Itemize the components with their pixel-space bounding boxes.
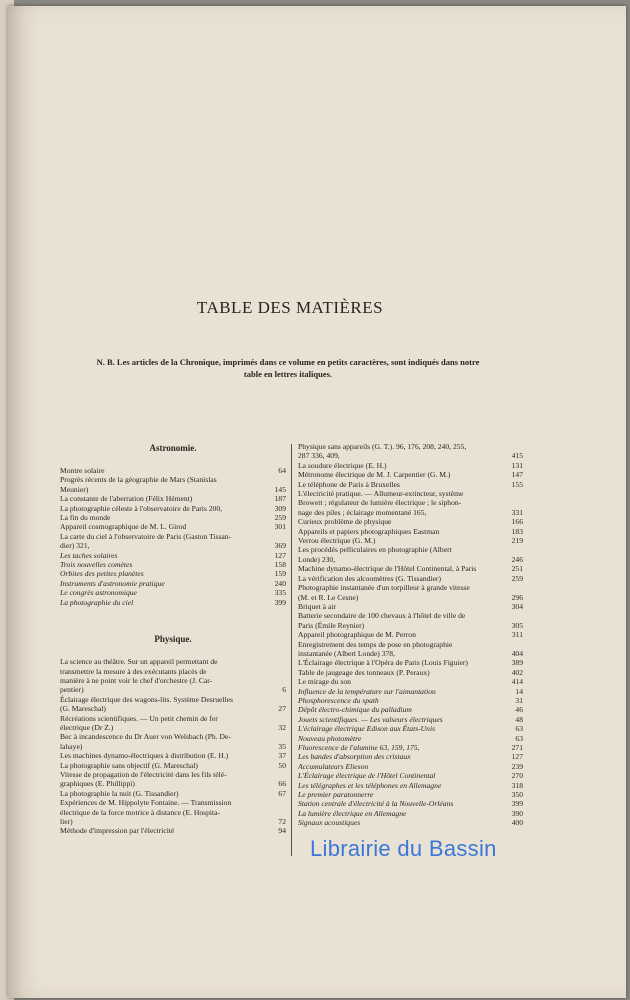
toc-entry (298, 480, 523, 489)
section-heading-physique: Physique. (154, 634, 192, 645)
toc-entry (298, 743, 523, 752)
entry-page-number: 159 (274, 569, 286, 579)
entry-title: manière à ne point voir le chef d'orchestre (J. Car- (60, 675, 213, 685)
left-column (60, 442, 286, 836)
toc-entry (298, 555, 523, 564)
entry-page-number: 415 (511, 451, 523, 461)
entry-title: Londe) 230, (298, 554, 336, 564)
entry-title: Orbites des petites planètes (60, 569, 144, 579)
entry-title: Les procédés pelliculaires en photographie (Albert (298, 545, 452, 555)
entry-title: L'électricité pratique. — Allumeur-extincteur, système (298, 489, 464, 499)
astronomie-entries (60, 466, 286, 607)
entry-page-number: 239 (511, 761, 523, 771)
entry-title: Appareil cosmographique de M. L. Girod (60, 522, 187, 532)
toc-entry (60, 704, 286, 713)
toc-entry (60, 789, 286, 798)
toc-entry (298, 442, 523, 451)
entry-title: instantanée (Albert Londe) 378, (298, 648, 395, 658)
editorial-note: N. B. Les articles de la Chronique, imprimés dans ce volume en petits caractères, sont indiqués dans notre table en lettres italiques. (96, 357, 480, 379)
toc-entry (60, 751, 286, 760)
entry-page-number: 390 (511, 808, 523, 818)
toc-entry (60, 723, 286, 732)
toc-entry (298, 640, 523, 649)
toc-entry (60, 579, 286, 588)
entry-title: L'éclairage électrique Edison aux États-Unis (298, 724, 436, 734)
entry-page-number: 402 (511, 667, 523, 677)
entry-page-number: 158 (274, 560, 286, 570)
toc-entry (298, 593, 523, 602)
toc-entry (60, 569, 286, 578)
entry-title: Appareils et papiers photographiques Eastman (298, 526, 440, 536)
entry-title: La science au théâtre. Sur un appareil permettant de (60, 657, 218, 667)
toc-entry (298, 489, 523, 498)
toc-entry (60, 522, 286, 531)
toc-entry (298, 818, 523, 827)
entry-title: Browett ; régulateur de lumière électrique ; le siphon- (298, 498, 462, 508)
page-title: TABLE DES MATIÈRES (196, 298, 384, 317)
toc-entry (298, 781, 523, 790)
entry-page-number: 63 (515, 724, 523, 734)
right-column (298, 442, 523, 828)
entry-title: Photographie instantanée d'un torpilleur à grande vitesse (298, 583, 470, 593)
entry-page-number: 259 (274, 513, 286, 523)
entry-title: Station centrale d'électricité à la Nouvelle-Orléans (298, 799, 454, 809)
entry-page-number: 50 (278, 760, 286, 770)
entry-page-number: 72 (278, 817, 286, 826)
entry-page-number: 219 (511, 536, 523, 546)
entry-page-number: 246 (511, 554, 523, 564)
toc-entry (60, 676, 286, 685)
entry-title: Progrès récents de la géographie de Mars (Stanislas (60, 475, 217, 485)
entry-title: Phosphorescence du spath (298, 695, 379, 705)
entry-page-number: 155 (511, 479, 523, 489)
toc-entry (298, 752, 523, 761)
physique-entries (60, 657, 286, 836)
entry-title: Les télégraphes et les téléphones en Allemagne (298, 780, 442, 790)
entry-title: La photographie céleste à l'observatoire de Paris 200, (60, 503, 223, 513)
entry-page-number: 32 (278, 722, 286, 732)
entry-page-number: 271 (511, 743, 523, 752)
toc-entry (298, 451, 523, 460)
entry-title: Meunier) (60, 484, 89, 494)
toc-entry (298, 545, 523, 554)
entry-title: L'Éclairage électrique de l'Hôtel Continental (298, 771, 436, 781)
toc-entry (60, 494, 286, 503)
entry-title: dier) 321, (60, 541, 90, 551)
entry-title: Verrou électrique (G. M.) (298, 536, 376, 546)
entry-title: (G. Mareschal) (60, 704, 106, 714)
toc-entry (298, 696, 523, 705)
toc-entry (298, 583, 523, 592)
entry-title: Expériences de M. Hippolyte Fontaine. — Transmission (60, 798, 232, 808)
toc-entry (60, 732, 286, 741)
entry-title: La vérification des alcoomètres (G. Tissandier) (298, 573, 441, 583)
toc-entry (60, 551, 286, 560)
toc-entry (60, 588, 286, 597)
toc-entry (60, 560, 286, 569)
entry-title: Le téléphone de Paris à Bruxelles (298, 479, 400, 489)
toc-entry (298, 602, 523, 611)
entry-page-number: 331 (511, 507, 523, 517)
entry-page-number: 305 (511, 620, 523, 630)
toc-entry (60, 667, 286, 676)
entry-title: Influence de la température sur l'aimantation (298, 686, 436, 696)
entry-title: La photographie du ciel (60, 597, 134, 607)
entry-title: Trois nouvelles comètes (60, 560, 133, 570)
entry-title: électrique (Dr Z.) (60, 722, 114, 732)
toc-entry (298, 630, 523, 639)
entry-page-number: 183 (511, 526, 523, 536)
entry-title: Les taches solaires (60, 550, 118, 560)
entry-title: Machine dynamo-électrique de l'Hôtel Continental, à Paris (298, 564, 477, 574)
entry-title: La lumière électrique en Allemagne (298, 808, 407, 818)
entry-title: pentier) (60, 685, 84, 695)
entry-page-number: 127 (511, 752, 523, 762)
toc-entry (298, 734, 523, 743)
entry-title: La photographie la nuit (G. Tissandier) (60, 788, 179, 798)
entry-page-number: 14 (515, 686, 523, 696)
entry-title: Récréations scientifiques. — Un petit chemin de fer (60, 713, 218, 723)
entry-title: Méthode d'impression par l'électricité (60, 826, 175, 836)
entry-title: Physique sans appareils (G. T.). 96, 176, 208, 240, 255, (298, 442, 467, 451)
toc-entry (298, 527, 523, 536)
toc-entry (298, 658, 523, 667)
toc-entry (60, 532, 286, 541)
entry-title: Métronome électrique de M. J. Carpentier (G. M.) (298, 470, 451, 480)
entry-page-number: 350 (511, 790, 523, 800)
entry-title: Le premier paratonnerre (298, 790, 374, 800)
physique-continued-entries (298, 442, 523, 828)
entry-page-number: 270 (511, 771, 523, 781)
entry-page-number: 399 (511, 799, 523, 809)
entry-page-number: 296 (511, 592, 523, 602)
entry-page-number: 400 (511, 818, 523, 828)
entry-page-number: 131 (511, 460, 523, 470)
entry-page-number: 145 (274, 484, 286, 494)
toc-entry (298, 790, 523, 799)
entry-title: Briquet à air (298, 601, 336, 611)
entry-page-number: 31 (515, 695, 523, 705)
entry-title: Les machines dynamo-électriques à distribution (E. H.) (60, 751, 229, 761)
toc-entry (298, 762, 523, 771)
entry-page-number: 318 (511, 780, 523, 790)
entry-page-number: 27 (278, 704, 286, 714)
entry-page-number: 66 (278, 779, 286, 789)
toc-entry (298, 724, 523, 733)
entry-title: graphiques (E. Phillippi) (60, 779, 135, 789)
entry-title: lahaye) (60, 741, 83, 751)
entry-page-number: 389 (511, 658, 523, 668)
toc-entry (298, 461, 523, 470)
entry-title: Signaux acoustiques (298, 818, 361, 828)
entry-title: nage des piles ; éclairage momentané 165, (298, 507, 427, 517)
toc-entry (60, 513, 286, 522)
toc-entry (298, 668, 523, 677)
entry-page-number: 187 (274, 494, 286, 504)
entry-title: lier) (60, 817, 73, 826)
entry-page-number: 147 (511, 470, 523, 480)
toc-entry (298, 508, 523, 517)
entry-page-number: 46 (515, 705, 523, 715)
toc-entry (60, 742, 286, 751)
entry-page-number: 48 (515, 714, 523, 724)
entry-page-number: 251 (511, 564, 523, 574)
toc-entry (298, 799, 523, 808)
entry-title: (M. et R. Le Cesne) (298, 592, 359, 602)
toc-entry (298, 574, 523, 583)
entry-page-number: 37 (278, 751, 286, 761)
entry-page-number: 404 (511, 648, 523, 658)
toc-entry (298, 621, 523, 630)
entry-title: Batterie secondaire de 100 chevaux à l'hôtel de ville de (298, 611, 466, 621)
entry-title: Dépôt électro-chimique du palladium (298, 705, 412, 715)
entry-title: La photographie sans objectif (G. Mareschal) (60, 760, 198, 770)
toc-entry (60, 817, 286, 826)
toc-entry (298, 677, 523, 686)
toc-entry (298, 705, 523, 714)
entry-title: Vitesse de propagation de l'électricité dans les fils télé- (60, 769, 227, 779)
entry-title: Paris (Émile Reynier) (298, 620, 365, 630)
entry-title: La constante de l'aberration (Félix Hément) (60, 494, 193, 504)
entry-title: La carte du ciel à l'observatoire de Paris (Gaston Tissan- (60, 531, 232, 541)
entry-page-number: 311 (511, 630, 523, 640)
entry-page-number: 335 (274, 588, 286, 598)
entry-page-number: 63 (515, 733, 523, 743)
entry-page-number: 414 (511, 677, 523, 687)
toc-entry (298, 649, 523, 658)
entry-title: électrique de la force motrice à distance (E. Hospita- (60, 807, 221, 817)
entry-page-number: 240 (274, 578, 286, 588)
toc-entry (298, 715, 523, 724)
entry-title: Instruments d'astronomie pratique (60, 578, 165, 588)
entry-title: Accumulateurs Elieson (298, 761, 369, 771)
entry-page-number: 6 (282, 685, 286, 695)
toc-entry (298, 517, 523, 526)
toc-entry (298, 611, 523, 620)
toc-entry (60, 466, 286, 475)
toc-entry (60, 598, 286, 607)
toc-entry (60, 808, 286, 817)
toc-entry (60, 770, 286, 779)
toc-entry (60, 504, 286, 513)
entry-page-number: 127 (274, 550, 286, 560)
toc-entry (298, 536, 523, 545)
entry-title: Éclairage électrique des wagons-lits. Système Desruelles (60, 694, 233, 704)
toc-entry (298, 687, 523, 696)
entry-title: Curieux problème de physique (298, 517, 392, 527)
entry-page-number: 67 (278, 788, 286, 798)
toc-entry (298, 498, 523, 507)
entry-title: L'Éclairage électrique à l'Opéra de Paris (Louis Figuier) (298, 658, 468, 668)
toc-entry (60, 695, 286, 704)
column-divider (291, 444, 292, 856)
entry-title: 287 336, 409, (298, 451, 340, 461)
toc-entry (60, 685, 286, 694)
entry-title: Appareil photographique de M. Perron (298, 630, 416, 640)
toc-entry (60, 798, 286, 807)
entry-title: Fluorescence de l'alumine 63, 159, 175, (298, 743, 420, 752)
entry-title: Les bandes d'absorption des cristaux (298, 752, 411, 762)
entry-title: La fin du monde (60, 513, 111, 523)
toc-entry (298, 470, 523, 479)
entry-title: Jouets scientifiques. — Les valseurs électriques (298, 714, 443, 724)
entry-page-number: 64 (278, 466, 286, 475)
toc-entry (60, 657, 286, 666)
entry-title: Nouveau photomètre (298, 733, 362, 743)
toc-entry (60, 714, 286, 723)
toc-entry (298, 771, 523, 780)
entry-page-number: 369 (274, 541, 286, 551)
entry-page-number: 309 (274, 503, 286, 513)
entry-page-number: 35 (278, 741, 286, 751)
entry-title: Montre solaire (60, 466, 105, 475)
entry-title: Le mirage du son (298, 677, 351, 687)
entry-title: Bec à incandescence du Dr Auer von Welsbach (Ph. De- (60, 732, 231, 742)
entry-page-number: 304 (511, 601, 523, 611)
toc-entry (298, 564, 523, 573)
toc-entry (60, 761, 286, 770)
entry-page-number: 259 (511, 573, 523, 583)
toc-entry (60, 485, 286, 494)
entry-title: Enregistrement des temps de pose en photographie (298, 639, 453, 649)
toc-entry (60, 826, 286, 835)
toc-entry (60, 541, 286, 550)
watermark-text: Librairie du Bassin (310, 836, 497, 861)
entry-page-number: 301 (274, 522, 286, 532)
toc-entry (298, 809, 523, 818)
entry-page-number: 399 (274, 597, 286, 607)
toc-entry (60, 779, 286, 788)
entry-title: Le congrès astronomique (60, 588, 137, 598)
entry-title: transmettre la mesure à des exécutants placés de (60, 666, 207, 676)
entry-title: La soudure électrique (E. H.) (298, 460, 387, 470)
entry-page-number: 94 (278, 826, 286, 836)
toc-entry (60, 475, 286, 484)
entry-title: Table de jaugeage des tonneaux (P. Peraux) (298, 667, 430, 677)
section-heading-astronomie: Astronomie. (149, 443, 197, 453)
entry-page-number: 166 (511, 517, 523, 527)
